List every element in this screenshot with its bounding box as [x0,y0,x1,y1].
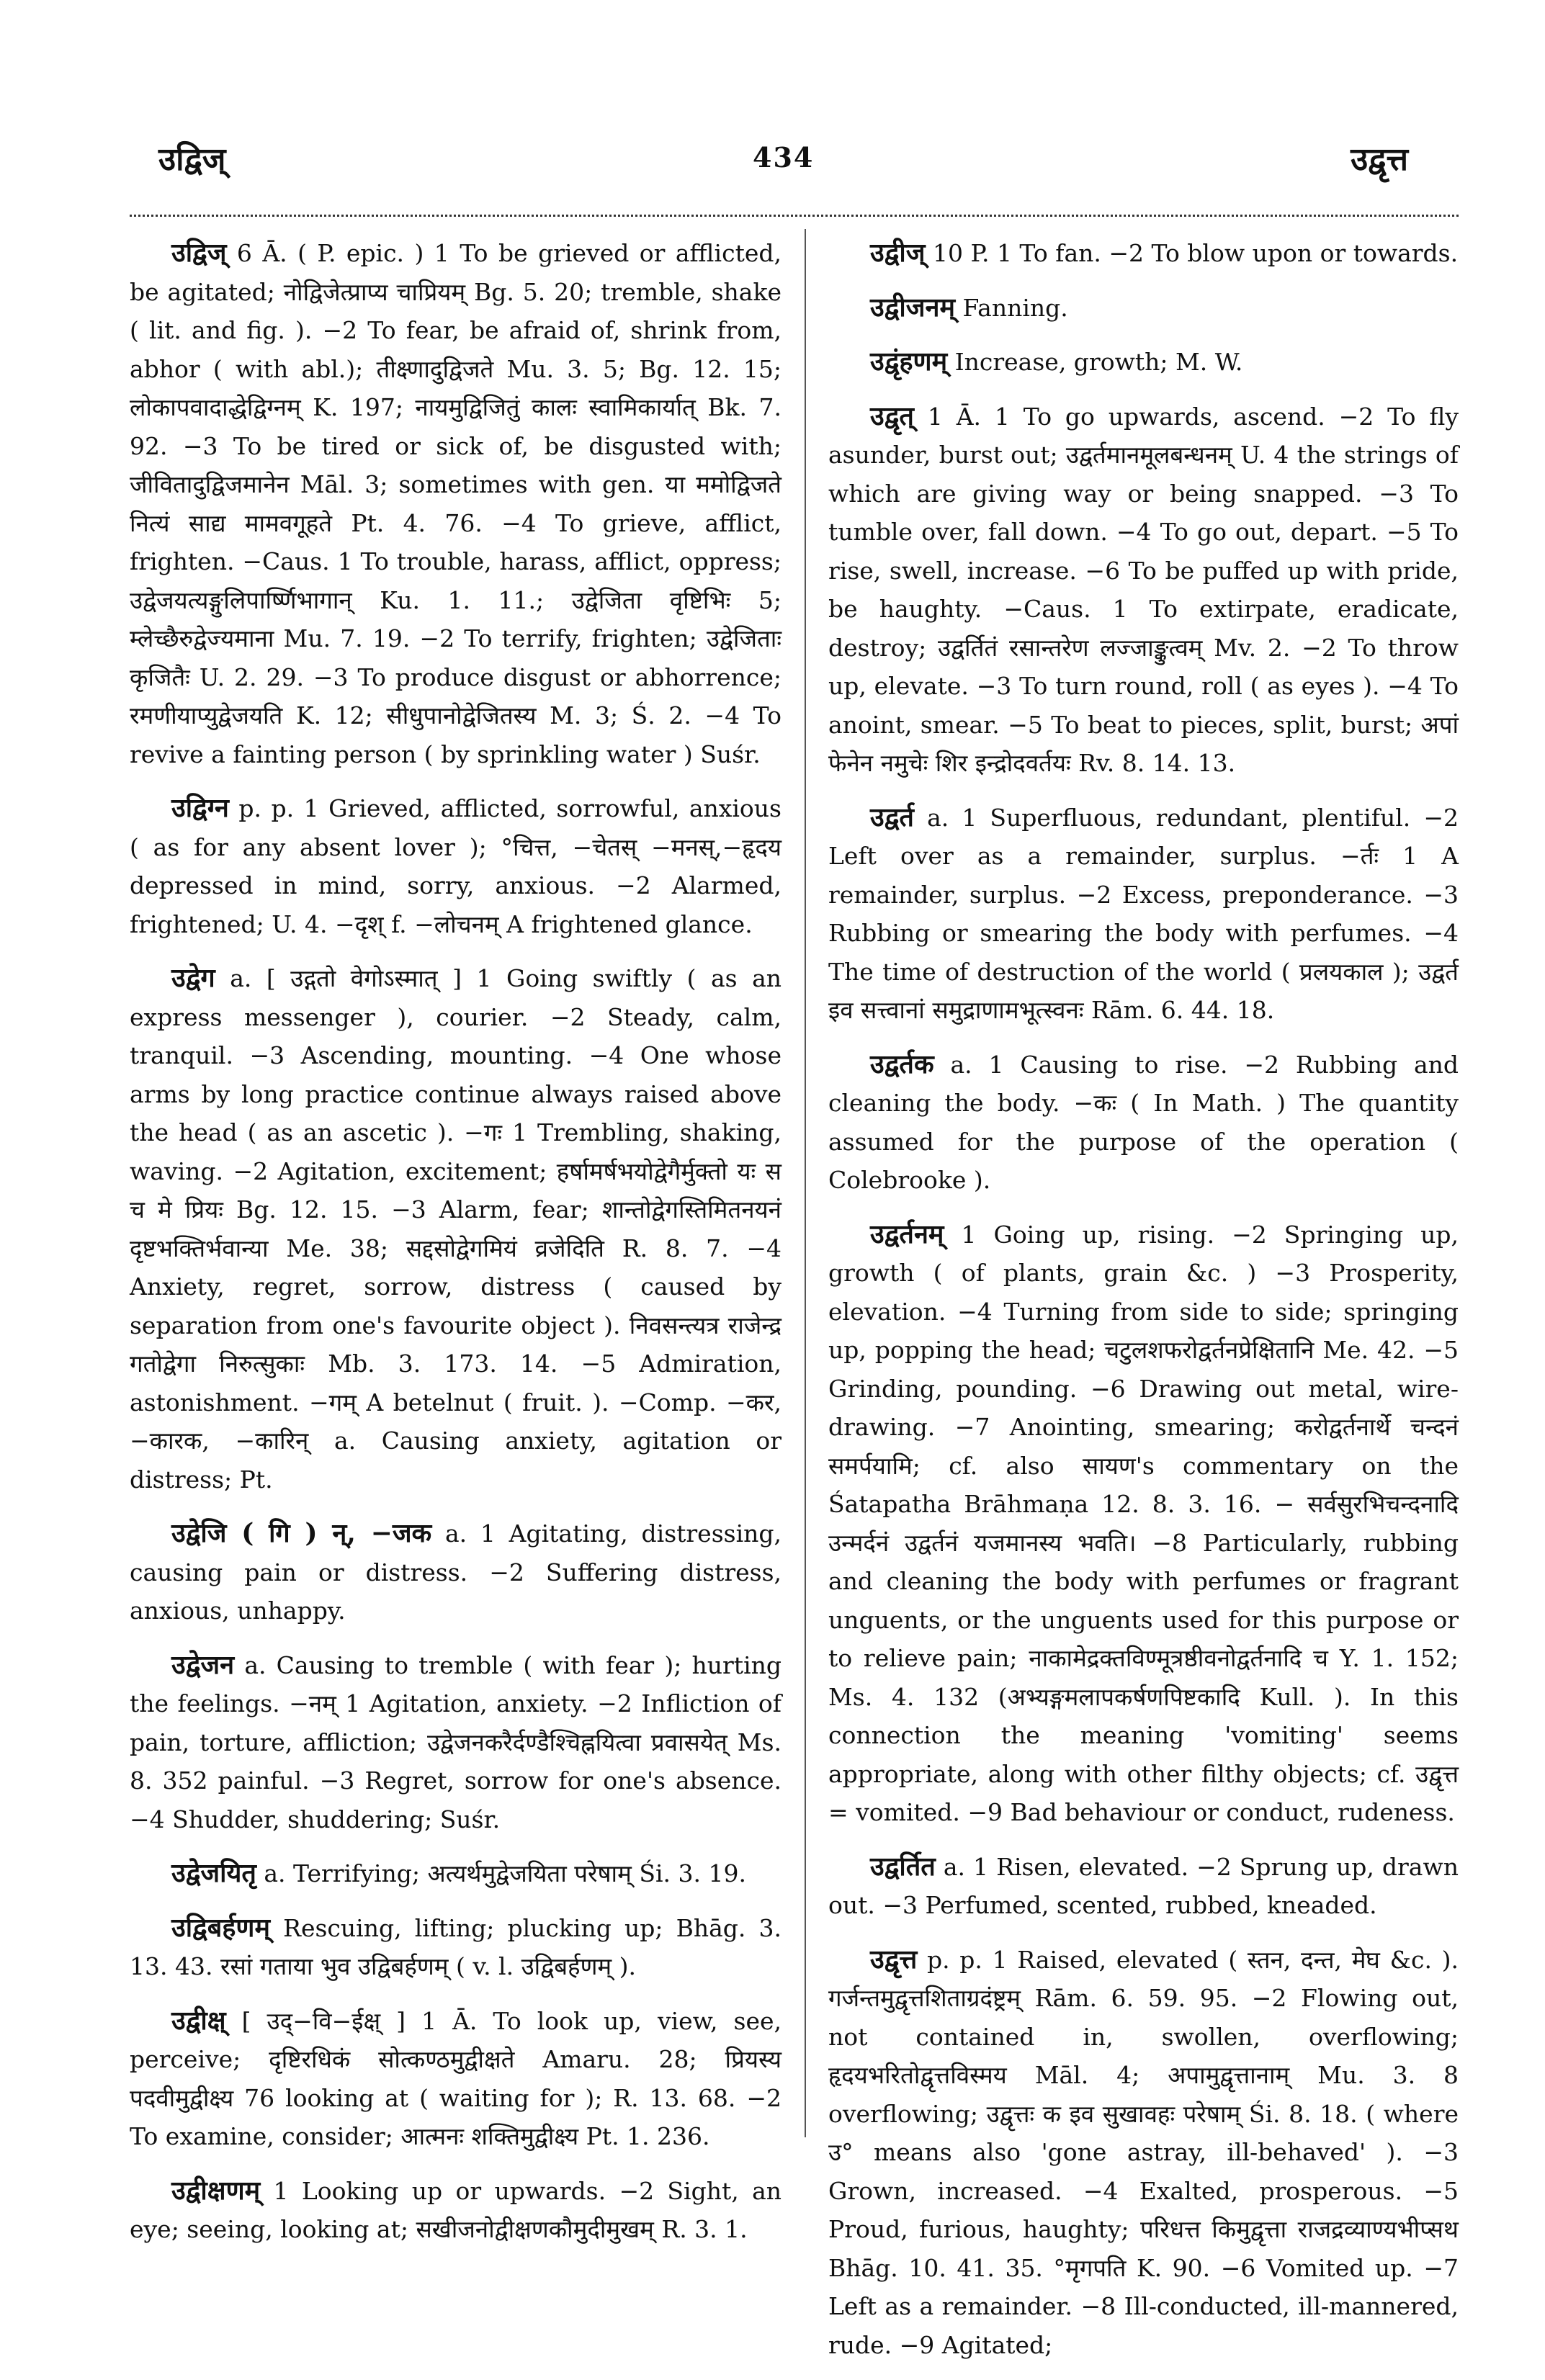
entry-headword: उद्वर्तित [870,1851,936,1882]
entry-headword: उद्विबर्हणम् [171,1912,270,1943]
entry [828,1216,1459,1832]
entry [130,959,782,1499]
entry [130,1646,782,1839]
entry-definition: 1 Looking up or upwards. −2 Sight, an eye; seeing, looking at; सखीजनोद्वीक्षणकौमुदीमुखम् R. 3. 1. [130,2176,782,2243]
entry [130,1909,782,1986]
entry-definition: a. [ उद्गतो वेगोऽस्मात् ] 1 Going swiftly ( as an express messenger ), courier. −2 Steady, calm, tranquil. −3 Ascending, mounting. −4 One whose arms by long practice continue always raised above the head ( as an ascetic ). −गः 1 Trembling, shaking, waving. −2 Agitation, excitement; हर्षामर्षभयोद्वेगैर्मुक्तो यः स च मे प्रियः Bg. 12. 15. −3 Alarm, fear; शान्तोद्वेगस्तिमितनयनं दृष्टभक्तिर्भवान्या Me. 38; सद्दसोद्वेगमियं व्रजेदिति R. 8. 7. −4 Anxiety, regret, sorrow, distress ( caused by separation from one's favourite object ). निवसन्त्यत्र राजेन्द्र गतोद्वेगा निरुत्सुकाः Mb. 3. 173. 14. −5 Admiration, astonishment. −गम् A betelnut ( fruit. ). −Comp. −कर, −कारक, −कारिन् a. Causing anxiety, agitation or distress; Pt. [130,964,782,1494]
entry-definition: 1 Going up, rising. −2 Springing up, growth ( of plants, grain &c. ) −3 Prosperity, elevation. −4 Turning from side to side; springing up, popping the head; चटुलशफरोद्वर्तनप्रेक्षितानि Me. 42. −5 Grinding, pounding. −6 Drawing out metal, wire-drawing. −7 Anointing, smearing; करोद्वर्तनार्थे चन्दनं समर्पयामि; cf. also सायण's commentary on the Śatapatha Brāhmaṇa 12. 8. 3. 16. − सर्वसुरभिचन्दनादि उन्मर्दनं उद्वर्तनं यजमानस्य भवति। −8 Particularly, rubbing and cleaning the body with perfumes or fragrant unguents, or the unguents used for this purpose or to relieve pain; नाकामेद्रक्तविण्मूत्रष्ठीवनोद्वर्तनादि च Y. 1. 152; Ms. 4. 132 (अभ्यङ्गमलापकर्षणपिष्टकादि Kull. ). In this connection the meaning 'vomiting' seems appropriate, along with other filthy objects; cf. उद्वृत्त = vomited. −9 Bad behaviour or conduct, rudeness. [828,1220,1459,1826]
entry-definition: a. Terrifying; अत्यर्थमुद्वेजयिता परेषाम् Śi. 3. 19. [264,1859,746,1887]
entry-headword: उद्वीज् [870,238,926,268]
entry-definition: 6 Ā. ( P. epic. ) 1 To be grieved or afflicted, be agitated; नोद्विजेत्प्राप्य चाप्रियम् Bg. 5. 20; tremble, shake ( lit. and fig. ). −2 To fear, be afraid of, shrink from, abhor ( with abl.); तीक्ष्णादुद्विजते Mu. 3. 5; Bg. 12. 15; लोकापवादाद्धेद्विग्नम् K. 197; नायमुद्विजितुं कालः स्वामिकार्यात् Bk. 7. 92. −3 To be tired or sick of, be disgusted with; जीवितादुद्विजमानेन Māl. 3; sometimes with gen. या ममोद्विजते नित्यं साद्य मामवगूहते Pt. 4. 76. −4 To grieve, afflict, frighten. −Caus. 1 To trouble, harass, afflict, oppress; उद्वेजयत्यङ्गुलिपार्ष्णिभागान् Ku. 1. 11.; उद्वेजिता वृष्टिभिः 5; म्लेच्छैरुद्वेज्यमाना Mu. 7. 19. −2 To terrify, frighten; उद्वेजिताः कृजितैः U. 2. 29. −3 To produce disgust or abhorrence; रमणीयाप्युद्वेजयति K. 12; सीधुपानोद्वेजितस्य M. 3; Ś. 2. −4 To revive a fainting person ( by sprinkling water ) Suśr. [130,239,782,768]
entry-headword: उद्विज् [171,238,227,268]
entry [828,1046,1459,1200]
entry-definition: p. p. 1 Grieved, afflicted, sorrowful, anxious ( as for any absent lover ); °चित्त, −चेतस् −मनस्,−हृदय depressed in mind, sorry, anxious. −2 Alarmed, frightened; U. 4. −दृश् f. −लोचनम् A frightened glance. [130,794,782,938]
entry-headword: उद्वृंहणम् [870,346,948,377]
entry-headword: उद्वीक्षणम् [171,2175,261,2206]
entry [828,234,1459,273]
entry [130,1854,782,1893]
entry-headword: उद्वेजि ( गि ) न्, −जक [171,1518,432,1548]
entry-definition: [ उद्−वि−ईक्ष् ] 1 Ā. To look up, view, see, perceive; दृष्टिरधिकं सोत्कण्ठमुद्वीक्षते Amaru. 28; प्रियस्य पदवीमुद्वीक्ष्य 76 looking at ( waiting for ); R. 13. 68. −2 To examine, consider; आत्मनः शक्तिमुद्वीक्ष्य Pt. 1. 236. [130,2006,782,2150]
entry-headword: उद्वेजन [171,1649,235,1680]
entry-definition: a. 1 Agitating, distressing, causing pain or distress. −2 Suffering distress, anxious, unhappy. [130,1519,782,1625]
entry-definition: Fanning. [962,293,1068,322]
entry-headword: उद्विग्न [171,793,229,823]
entry-definition: p. p. 1 Raised, elevated ( स्तन, दन्त, मेघ &c. ). गर्जन्तमुद्वृत्तशिताग्रदंष्ट्रम् Rām. 6. 59. 95. −2 Flowing out, not contained in, swollen, overflowing; हृदयभरितोद्वृत्तविस्मय Māl. 4; अपामुद्वृत्तानाम् Mu. 3. 8 overflowing; उद्वृत्तः क इव सुखावहः परेषाम् Śi. 8. 18. ( where उ° means also 'gone astray, ill-behaved' ). −3 Grown, increased. −4 Exalted, prosperous. −5 Proud, furious, haughty; परिधत्त किमुद्वृत्ता राजद्रव्याण्यभीप्सथ Bhāg. 10. 41. 35. °मृगपति K. 90. −6 Vomited up. −7 Left as a remainder. −8 Ill-conducted, ill-mannered, rude. −9 Agitated; [828,1945,1459,2359]
entry-definition: Increase, growth; M. W. [954,348,1243,376]
entry-headword: उद्वीजनम् [870,292,955,323]
entry-headword: उद्वेग [171,963,215,993]
entry [130,1514,782,1630]
entry [828,799,1459,1030]
entry-definition: a. 1 Causing to rise. −2 Rubbing and cleaning the body. −कः ( In Math. ) The quantity assumed for the purpose of the operation ( Colebrooke ). [828,1050,1459,1194]
entry [130,2172,782,2249]
entry [828,289,1459,328]
entry [130,234,782,773]
entry-headword: उद्वर्त [870,801,914,832]
entry [828,343,1459,382]
entry [130,2002,782,2156]
entry-definition: a. Causing to tremble ( with fear ); hurting the feelings. −नम् 1 Agitation, anxiety. −2 Infliction of pain, torture, affliction; उद्वेजनकरैर्दण्डैश्चिह्नयित्वा प्रवासयेत् Ms. 8. 352 painful. −3 Regret, sorrow for one's absence. −4 Shudder, shuddering; Suśr. [130,1651,782,1833]
entry [828,1941,1459,2365]
entry-headword: उद्वृत् [870,400,914,431]
entry-headword: उद्वृत्त [870,1944,918,1975]
entry-headword: उद्वर्तनम् [870,1218,944,1249]
entry [130,789,782,943]
entry-headword: उद्वर्तक [870,1048,934,1079]
entry [828,398,1459,783]
entry [828,1848,1459,1925]
header-left-guide-word: उद्विज् [158,141,226,178]
left-column [130,234,782,2265]
entry-headword: उद्वीक्ष् [171,2005,226,2036]
entry-definition: 1 Ā. 1 To go upwards, ascend. −2 To fly asunder, burst out; उद्वर्तमानमूलबन्धनम् U. 4 the strings of which are giving way or being snapped. −3 To tumble over, fall down. −4 To go out, depart. −5 To rise, swell, increase. −6 To be puffed up with pride, be haughty. −Caus. 1 To extirpate, eradicate, destroy; उद्वर्तितं रसान्तरेण लज्जाङ्कुत्वम् Mv. 2. −2 To throw up, elevate. −3 To turn round, roll ( as eyes ). −4 To anoint, smear. −5 To beat to pieces, split, burst; अपां फेनेन नमुचेः शिर इन्द्रोदवर्तयः Rv. 8. 14. 13. [828,402,1459,777]
entry-definition: Rescuing, lifting; plucking up; Bhāg. 3. 13. 43. रसां गताया भुव उद्विबर्हणम् ( v. l. उद्विबर्हणम् ). [130,1913,782,1980]
entry-definition: a. 1 Risen, elevated. −2 Sprung up, drawn out. −3 Perfumed, scented, rubbed, kneaded. [828,1852,1459,1919]
column-divider [805,229,806,2137]
header-rule [130,215,1459,217]
page-number: 434 [753,141,815,174]
entry-headword: उद्वेजयितृ [171,1858,256,1888]
entry-definition: 10 P. 1 To fan. −2 To blow upon or towards. [932,239,1459,267]
header-right-guide-word: उद्वृत्त [1351,141,1408,178]
right-column [828,234,1459,2380]
entry-definition: a. 1 Superfluous, redundant, plentiful. −2 Left over as a remainder, surplus. −र्तः 1 A remainder, surplus. −2 Excess, preponderance. −3 Rubbing or smearing the body with perfumes. −4 The time of destruction of the world ( प्रलयकाल ); उद्वर्त इव सत्त्वानां समुद्राणामभूत्स्वनः Rām. 6. 44. 18. [828,803,1459,1024]
